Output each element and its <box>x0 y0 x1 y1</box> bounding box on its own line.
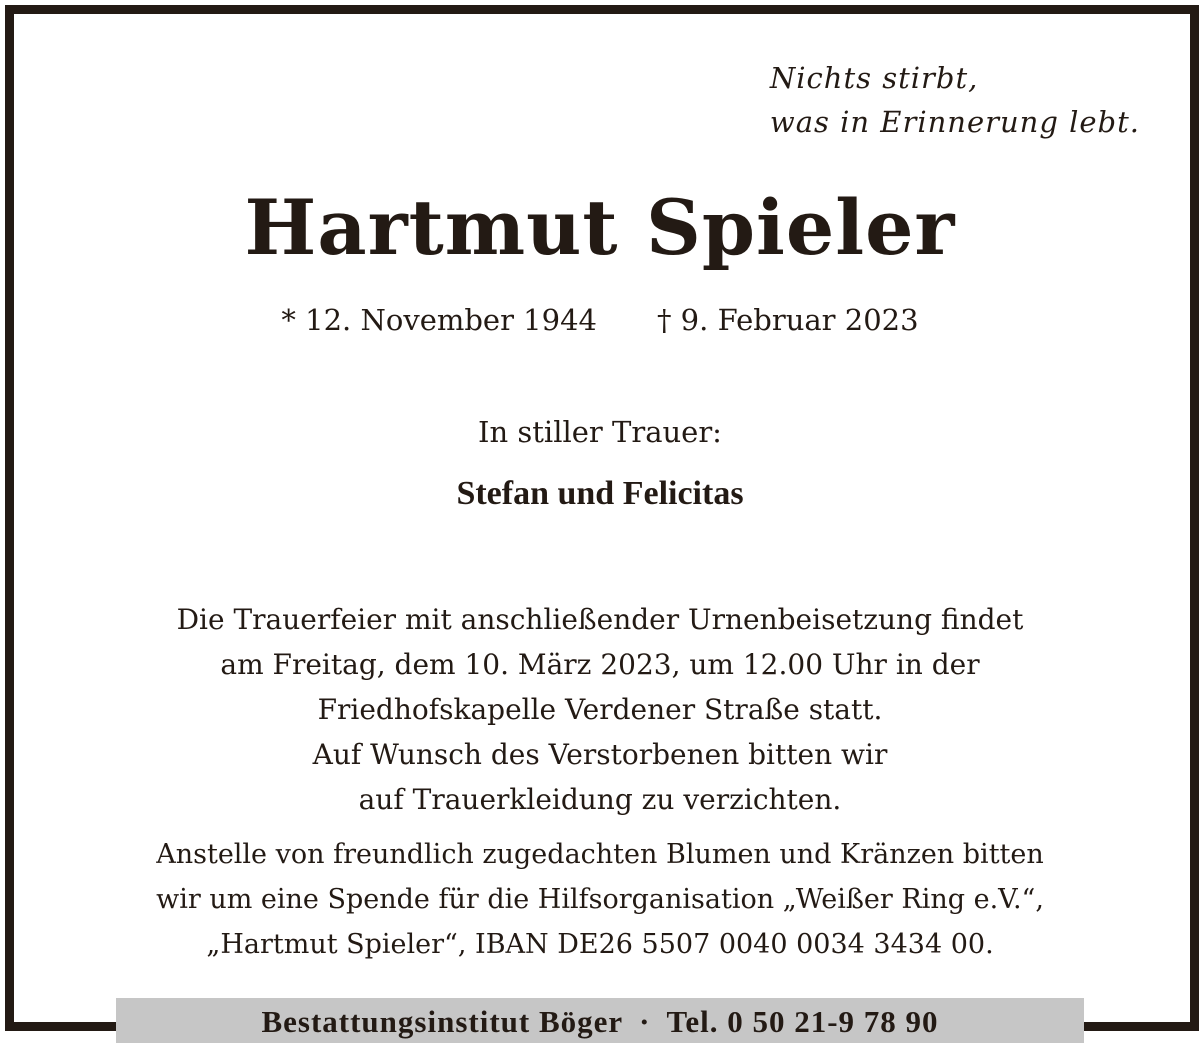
birth-date: * 12. November 1944 <box>281 303 597 337</box>
donation-paragraph <box>0 832 1200 967</box>
ceremony-line: Die Trauerfeier mit anschließender Urnenbeisetzung findet <box>176 603 1024 636</box>
mourning-label: In stiller Trauer: <box>478 415 722 449</box>
ceremony-line: am Freitag, dem 10. März 2023, um 12.00 Uhr in der <box>220 648 980 681</box>
attire-paragraph <box>0 732 1200 822</box>
deceased-name: Hartmut Spieler <box>244 183 956 272</box>
mourner-names: Stefan und Felicitas <box>456 475 744 512</box>
ceremony-line: Friedhofskapelle Verdener Straße statt. <box>317 693 883 726</box>
donation-line: „Hartmut Spieler“, IBAN DE26 5507 0040 0034 3434 00. <box>206 929 994 960</box>
funeral-home-phone: Tel. 0 50 21-9 78 90 <box>666 1004 939 1039</box>
life-dates <box>0 298 1200 342</box>
death-date: † 9. Februar 2023 <box>656 303 919 337</box>
funeral-home-name: Bestattungsinstitut Böger <box>261 1004 624 1039</box>
attire-line: auf Trauerkleidung zu verzichten. <box>358 783 842 816</box>
funeral-home-footer <box>116 998 1084 1043</box>
donation-line: wir um eine Spende für die Hilfsorganisation „Weißer Ring e.V.“, <box>156 884 1044 915</box>
footer-separator: · <box>639 1004 651 1039</box>
donation-line: Anstelle von freundlich zugedachten Blumen und Kränzen bitten <box>156 839 1044 870</box>
memorial-quote <box>770 56 1140 144</box>
attire-line: Auf Wunsch des Verstorbenen bitten wir <box>312 738 888 771</box>
quote-line-1: Nichts stirbt, <box>769 61 979 95</box>
quote-line-2: was in Erinnerung lebt. <box>769 105 1140 139</box>
ceremony-paragraph <box>0 597 1200 732</box>
